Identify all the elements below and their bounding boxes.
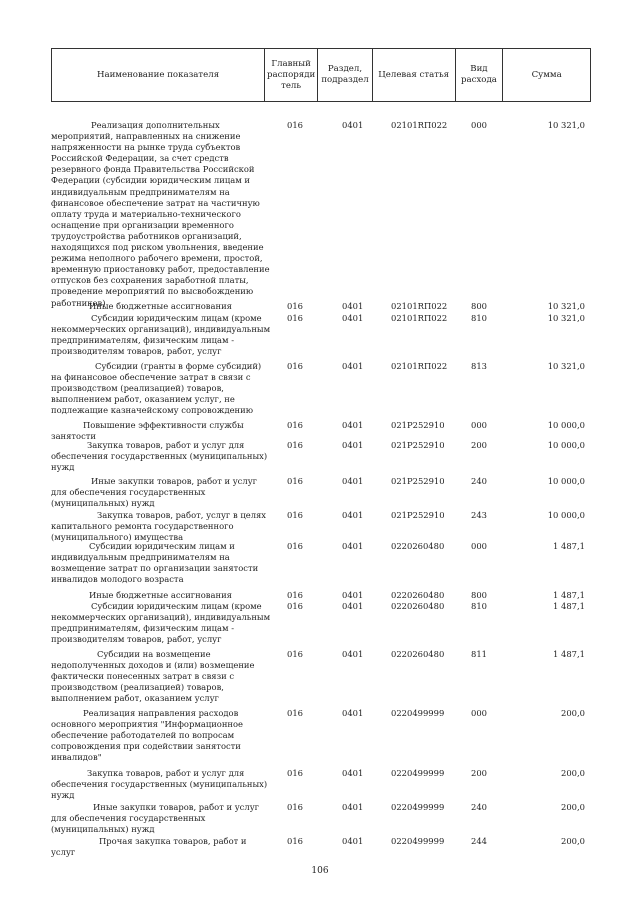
row-gl: 016 bbox=[287, 768, 303, 778]
row-sum: 200,0 bbox=[561, 708, 585, 718]
row-gl: 016 bbox=[287, 476, 303, 486]
row-name: Субсидии на возмещение недополученных доходов и (или) возмещение фактически понесенных затрат в связи с производством (реализацией) товаров, выполнением работ, оказанием услуг bbox=[51, 649, 255, 704]
row-name: Иные закупки товаров, работ и услуг для обеспечения государственных (муниципальных) нужд bbox=[51, 476, 258, 509]
row-gl: 016 bbox=[287, 510, 303, 520]
row-gl: 016 bbox=[287, 120, 303, 130]
row-gl: 016 bbox=[287, 649, 303, 659]
row-vid: 800 bbox=[471, 590, 487, 600]
row-gl: 016 bbox=[287, 708, 303, 718]
row-name: Субсидии юридическим лицам (кроме некоммерческих организаций), индивидуальным предпринимателям, физическим лицам - производителям товаров, работ, услуг bbox=[51, 601, 271, 645]
header-expense-type: Вид расхода bbox=[456, 49, 504, 101]
row-vid: 810 bbox=[471, 601, 487, 611]
row-name: Иные бюджетные ассигнования bbox=[89, 301, 232, 311]
row-razd: 0401 bbox=[342, 590, 364, 600]
row-vid: 240 bbox=[471, 476, 487, 486]
row-sum: 10 321,0 bbox=[547, 120, 585, 130]
row-name: Субсидии (гранты в форме субсидий) на финансовое обеспечение затрат в связи с производством (реализацией) товаров, выполнением работ, оказанием услуг, не подлежащие казначейскому сопровождению bbox=[51, 361, 262, 416]
row-cel: 0220499999 bbox=[391, 768, 445, 778]
row-sum: 10 000,0 bbox=[547, 440, 585, 450]
row-gl: 016 bbox=[287, 802, 303, 812]
row-name: Прочая закупка товаров, работ и услуг bbox=[51, 836, 247, 858]
row-name: Субсидии юридическим лицам и индивидуальным предпринимателям на возмещение затрат по организации занятости инвалидов молодого возраста bbox=[51, 541, 259, 585]
row-sum: 200,0 bbox=[561, 768, 585, 778]
row-vid: 243 bbox=[471, 510, 487, 520]
row-sum: 10 321,0 bbox=[547, 361, 585, 371]
row-razd: 0401 bbox=[342, 601, 364, 611]
row-vid: 800 bbox=[471, 301, 487, 311]
row-name: Реализация направления расходов основного мероприятия "Информационное обеспечение работодателей по вопросам сопровождения при содействии занятости инвалидов" bbox=[51, 708, 244, 763]
row-vid: 200 bbox=[471, 440, 487, 450]
row-sum: 10 321,0 bbox=[547, 301, 585, 311]
header-section: Раздел, подраздел bbox=[318, 49, 373, 101]
row-razd: 0401 bbox=[342, 510, 364, 520]
row-sum: 1 487,1 bbox=[553, 649, 585, 659]
row-cel: 021P252910 bbox=[391, 476, 445, 486]
row-name: Иные бюджетные ассигнования bbox=[89, 590, 232, 600]
row-sum: 10 321,0 bbox=[547, 313, 585, 323]
row-cel: 02101RП022 bbox=[391, 120, 448, 130]
row-gl: 016 bbox=[287, 836, 303, 846]
row-name: Повышение эффективности службы занятости bbox=[51, 420, 244, 442]
row-sum: 200,0 bbox=[561, 802, 585, 812]
row-gl: 016 bbox=[287, 590, 303, 600]
header-target-article: Целевая статья bbox=[373, 49, 456, 101]
header-main-manager: Главный распоряди тель bbox=[265, 49, 318, 101]
row-razd: 0401 bbox=[342, 361, 364, 371]
row-cel: 02101RП022 bbox=[391, 361, 448, 371]
row-vid: 000 bbox=[471, 120, 487, 130]
row-sum: 1 487,1 bbox=[553, 601, 585, 611]
row-gl: 016 bbox=[287, 313, 303, 323]
row-vid: 240 bbox=[471, 802, 487, 812]
row-razd: 0401 bbox=[342, 313, 364, 323]
row-gl: 016 bbox=[287, 420, 303, 430]
row-razd: 0401 bbox=[342, 708, 364, 718]
row-gl: 016 bbox=[287, 601, 303, 611]
row-razd: 0401 bbox=[342, 649, 364, 659]
row-vid: 813 bbox=[471, 361, 487, 371]
row-razd: 0401 bbox=[342, 541, 364, 551]
row-razd: 0401 bbox=[342, 440, 364, 450]
row-sum: 1 487,1 bbox=[553, 541, 585, 551]
header-name: Наименование показателя bbox=[52, 49, 265, 101]
row-sum: 200,0 bbox=[561, 836, 585, 846]
row-razd: 0401 bbox=[342, 476, 364, 486]
row-cel: 021P252910 bbox=[391, 420, 445, 430]
row-cel: 0220260480 bbox=[391, 590, 445, 600]
row-cel: 02101RП022 bbox=[391, 313, 448, 323]
row-sum: 10 000,0 bbox=[547, 510, 585, 520]
header-sum: Сумма bbox=[531, 69, 562, 80]
row-cel: 0220499999 bbox=[391, 836, 445, 846]
row-sum: 1 487,1 bbox=[553, 590, 585, 600]
row-razd: 0401 bbox=[342, 120, 364, 130]
row-razd: 0401 bbox=[342, 420, 364, 430]
row-cel: 021P252910 bbox=[391, 510, 445, 520]
row-gl: 016 bbox=[287, 301, 303, 311]
row-cel: 0220260480 bbox=[391, 541, 445, 551]
row-sum: 10 000,0 bbox=[547, 420, 585, 430]
row-name: Закупка товаров, работ, услуг в целях капитального ремонта государственного (муниципального) имущества bbox=[51, 510, 267, 543]
table-header bbox=[51, 48, 591, 102]
row-cel: 0220260480 bbox=[391, 649, 445, 659]
row-razd: 0401 bbox=[342, 802, 364, 812]
row-name: Иные закупки товаров, работ и услуг для обеспечения государственных (муниципальных) нужд bbox=[51, 802, 260, 835]
row-cel: 0220499999 bbox=[391, 708, 445, 718]
row-name: Закупка товаров, работ и услуг для обеспечения государственных (муниципальных) нужд bbox=[51, 768, 268, 801]
row-vid: 244 bbox=[471, 836, 487, 846]
row-gl: 016 bbox=[287, 541, 303, 551]
row-cel: 0220260480 bbox=[391, 601, 445, 611]
row-vid: 811 bbox=[471, 649, 487, 659]
row-name: Реализация дополнительных мероприятий, направленных на снижение напряженности на рынке труда субъектов Российской Федерации, за счет средств резервного фонда Правительства Российской Федерации (субсидии юридическим лицам и индивидуальным предпринимателям на финансовое обеспечение затрат на частичную оплату труда и материально-технического оснащение при организации временного трудоустройства работников организаций, находящихся под риском увольнения, введение режима неполного рабочего времени, простой, временную приостановку работ, предоставление отпусков без сохранения заработной платы, проведение мероприятий по высвобождению работников) bbox=[51, 120, 270, 308]
row-cel: 021P252910 bbox=[391, 440, 445, 450]
row-vid: 810 bbox=[471, 313, 487, 323]
row-vid: 000 bbox=[471, 541, 487, 551]
row-cel: 0220499999 bbox=[391, 802, 445, 812]
row-sum: 10 000,0 bbox=[547, 476, 585, 486]
row-name: Закупка товаров, работ и услуг для обеспечения государственных (муниципальных) нужд bbox=[51, 440, 268, 473]
page-number: 106 bbox=[311, 866, 329, 876]
row-gl: 016 bbox=[287, 361, 303, 371]
row-cel: 02101RП022 bbox=[391, 301, 448, 311]
row-gl: 016 bbox=[287, 440, 303, 450]
row-vid: 000 bbox=[471, 708, 487, 718]
row-vid: 200 bbox=[471, 768, 487, 778]
row-name: Субсидии юридическим лицам (кроме некоммерческих организаций), индивидуальным предпринимателям, физическим лицам - производителям товаров, работ, услуг bbox=[51, 313, 271, 357]
row-razd: 0401 bbox=[342, 301, 364, 311]
row-vid: 000 bbox=[471, 420, 487, 430]
row-razd: 0401 bbox=[342, 768, 364, 778]
row-razd: 0401 bbox=[342, 836, 364, 846]
